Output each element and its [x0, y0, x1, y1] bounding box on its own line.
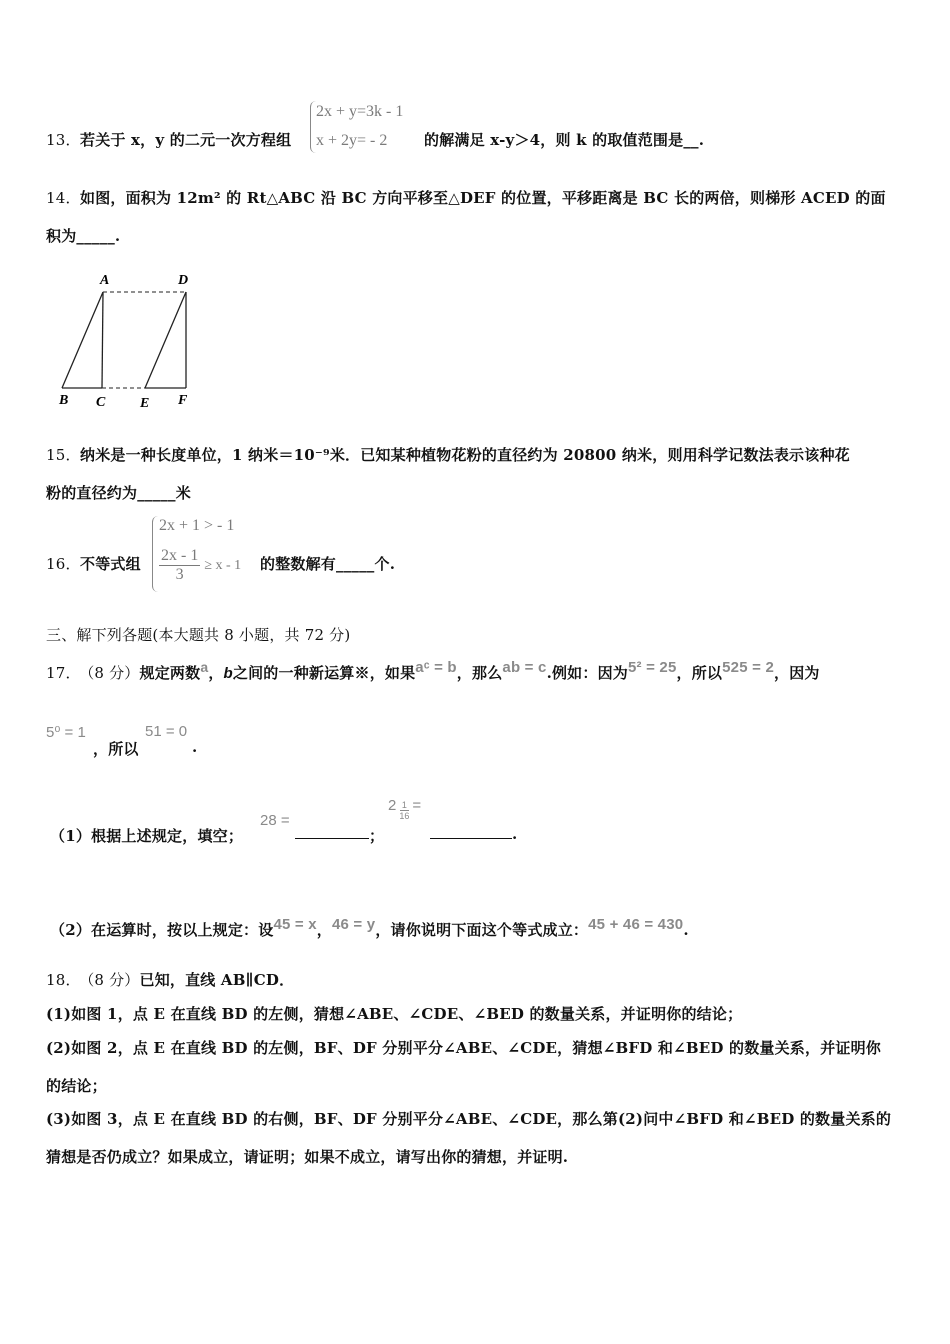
q17-part2-formula-3: 45 + 46 = 430	[588, 916, 684, 933]
q14-line-1: 如图，面积为 12m² 的 Rt△ABC 沿 BC 方向平移至△DEF 的位置，平移距离是 BC 长的两倍，则梯形 ACED 的面	[80, 189, 886, 207]
q17-score: （8 分）	[86, 664, 140, 682]
q17-expr2-den: 16	[399, 811, 410, 821]
q17-expr2-num: 1	[401, 800, 407, 810]
label-E: E	[140, 396, 150, 411]
q17-text-i: .	[192, 738, 198, 756]
fig-line-DE	[145, 292, 186, 388]
q17-part2-mid: ，请你说明下面这个等式成立：	[375, 921, 589, 939]
q17-part2-label: （2）在运算时，按以上规定：设	[50, 921, 274, 939]
q17-text-g: ，因为	[774, 664, 820, 682]
q16-frac-denominator: 3	[175, 566, 184, 583]
q14-figure	[50, 268, 210, 416]
q17-part1-expr-2	[388, 797, 421, 821]
q17-part1-expr-1: 28 =	[260, 812, 290, 829]
q17-part1-label: （1）根据上述规定，填空；	[50, 827, 244, 845]
q17-number: 17．	[46, 664, 81, 682]
q17-part2-formula-2: 46 = y	[331, 916, 376, 933]
q15-line-2: 粉的直径约为_____米	[46, 484, 191, 502]
q16-inequality-2	[159, 547, 241, 584]
q17-line-1	[46, 659, 820, 683]
q13-equation-2: x + 2y= - 2	[316, 132, 388, 149]
fig-line-AC	[102, 292, 103, 388]
q17-text-e: .例如：因为	[546, 664, 628, 682]
q15-number: 15．	[46, 446, 81, 464]
q17-text-c: 之间的一种新运算※，如果	[232, 664, 416, 682]
q18-intro: 已知，直线 AB∥CD．	[139, 971, 295, 989]
q18-part3-line-2: 猜想是否仍成立？如果成立，请证明；如果不成立，请写出你的猜想，并证明.	[46, 1148, 569, 1166]
q17-var-b: b	[223, 665, 233, 682]
q16-number: 16．	[46, 555, 81, 573]
q13-equation-1: 2x + y=3k - 1	[316, 103, 404, 120]
label-C: C	[96, 395, 106, 410]
q18-score: （8 分）	[86, 971, 140, 989]
section-3-heading: 三、解下列各题(本大题共 8 小题，共 72 分)	[46, 626, 351, 644]
q16-suffix: 的整数解有_____个.	[260, 555, 396, 573]
q17-formula-4: 525 = 2	[722, 659, 775, 676]
q17-formula-6: 51 = 0	[145, 723, 188, 740]
q17-expr2-base: 2	[388, 797, 397, 814]
label-B: B	[59, 393, 69, 408]
q16-inequality-1: 2x + 1 > - 1	[159, 517, 235, 534]
q17-formula-2: ab = c	[502, 659, 547, 676]
q14-line-2: 积为_____.	[46, 227, 121, 245]
q17-var-a: a	[200, 659, 209, 675]
q13-suffix: 的解满足 x-y＞4，则 k 的取值范围是__.	[424, 131, 705, 149]
q16-brace	[152, 516, 159, 592]
q16-prefix: 不等式组	[80, 555, 141, 573]
label-F: F	[178, 393, 188, 408]
q18-part2-line-2: 的结论；	[46, 1077, 107, 1095]
q17-text-h: ，所以	[93, 740, 139, 758]
q17-text-f: ，所以	[676, 664, 723, 682]
q17-formula-1: aᶜ = b	[415, 659, 457, 676]
q17-part1-blank-1[interactable]	[295, 838, 369, 839]
q17-part2-line	[50, 916, 689, 940]
q17-part2-comma: ，	[316, 921, 332, 939]
q18-part2-line-1: (2)如图 2，点 E 在直线 BD 的左侧，BF、DF 分别平分∠ABE、∠CDE，猜想∠BFD 和∠BED 的数量关系，并证明你	[46, 1039, 882, 1057]
q17-part2-end: .	[683, 921, 689, 939]
q17-expr2-eq: =	[412, 797, 422, 814]
q18-number: 18．	[46, 971, 81, 989]
q17-text-b: ，	[208, 664, 224, 682]
q16-ineq2-rest: ≥ x - 1	[204, 558, 242, 574]
q15-line-1: 纳米是一种长度单位，1 纳米＝10⁻⁹米．已知某种植物花粉的直径约为 20800 纳米，则用科学记数法表示该种花	[80, 446, 850, 464]
q18-part1: (1)如图 1，点 E 在直线 BD 的左侧，猜想∠ABE、∠CDE、∠BED 的数量关系，并证明你的结论；	[46, 1005, 743, 1023]
q17-text-d: ，那么	[456, 664, 503, 682]
q13-prefix: 若关于 x，y 的二元一次方程组	[80, 131, 292, 149]
q16-frac-numerator: 2x - 1	[161, 547, 199, 564]
q14-number: 14．	[46, 189, 81, 207]
label-D: D	[178, 273, 189, 288]
q17-part1-end: .	[512, 825, 518, 843]
q17-formula-5: 5⁰ = 1	[46, 724, 86, 741]
label-A: A	[100, 273, 110, 288]
q17-formula-3: 5² = 25	[628, 659, 677, 676]
q17-part1-blank-2[interactable]	[430, 838, 512, 839]
q17-part1-separator: ；	[369, 827, 385, 845]
q13-number: 13．	[46, 131, 81, 149]
q17-part2-formula-1: 45 = x	[273, 916, 317, 933]
q18-part3-line-1: (3)如图 3，点 E 在直线 BD 的右侧，BF、DF 分别平分∠ABE、∠CDE，那么第(2)问中∠BFD 和∠BED 的数量关系的	[46, 1110, 892, 1128]
fig-line-AB	[62, 292, 103, 388]
q17-text-a: 规定两数	[139, 664, 201, 682]
q18-intro-line	[46, 969, 294, 990]
